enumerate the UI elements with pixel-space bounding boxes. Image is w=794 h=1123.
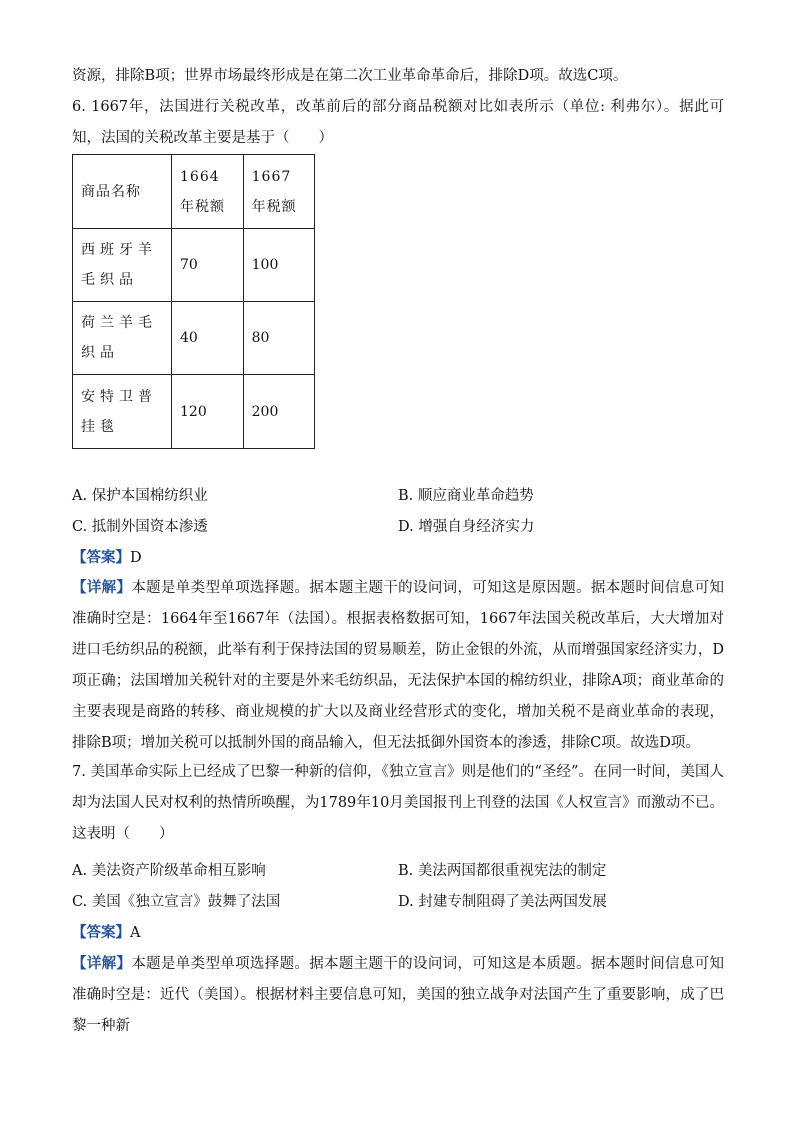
- header-product-name: 商品名称: [73, 155, 172, 229]
- answer-label: 【答案】: [72, 549, 130, 566]
- header-1667-tax: 1667 年税额: [243, 155, 315, 229]
- q7-option-a: A. 美法资产阶级革命相互影响: [72, 863, 266, 879]
- product-name-cell: 安特卫普挂毯: [73, 375, 172, 449]
- header-1664-tax: 1664 年税额: [172, 155, 244, 229]
- q6-answer: [72, 548, 142, 568]
- product-name-cell: 荷兰羊毛织品: [73, 302, 172, 375]
- q7-detail: [72, 948, 724, 1042]
- tax-comparison-table: [72, 154, 315, 449]
- table-row: [73, 302, 315, 375]
- q6-option-a: A. 保护本国棉纺织业: [72, 488, 208, 504]
- q7-option-c: C. 美国《独立宣言》鼓舞了法国: [72, 894, 281, 910]
- tax-1667-cell: 200: [243, 375, 315, 449]
- answer-value: D: [130, 550, 142, 566]
- tax-1664-cell: 40: [172, 302, 244, 375]
- question-6-stem: 6. 1667年，法国进行关税改革，改革前后的部分商品税额对比如表所示（单位: 利弗尔）。据此可知，法国的关税改革主要是基于（ ）: [72, 99, 724, 146]
- detail-label: 【详解】: [72, 955, 132, 972]
- detail-label: 【详解】: [72, 579, 132, 596]
- q6-option-d: D. 增强自身经济实力: [398, 519, 535, 535]
- table-row: [73, 375, 315, 449]
- q6-detail: [72, 572, 724, 759]
- q6-option-b: B. 顺应商业革命趋势: [398, 488, 534, 504]
- question-7-stem: 7. 美国革命实际上已经成了巴黎一种新的信仰，《独立宣言》则是他们的“圣经”。在同一时间，美国人却为法国人民对权利的热情所唤醒，为1789年10月美国报刊上刊登的法国《人权宣言》而激动不已。这表明（ ）: [72, 764, 724, 842]
- detail-text: 本题是单类型单项选择题。据本题主题干的设问词，可知这是本质题。据本题时间信息可知准确时空是：近代（美国）。根据材料主要信息可知，美国的独立战争对法国产生了重要影响，成了巴黎一种新: [72, 956, 725, 1034]
- tax-1667-cell: 80: [243, 302, 315, 375]
- tax-1664-cell: 120: [172, 375, 244, 449]
- answer-label: 【答案】: [72, 924, 130, 941]
- q7-option-b: B. 美法两国都很重视宪法的制定: [398, 863, 607, 879]
- previous-explanation-tail: 资源，排除B项；世界市场最终形成是在第二次工业革命革命后，排除D项。故选C项。: [72, 68, 628, 84]
- q7-option-d: D. 封建专制阻碍了美法两国发展: [398, 894, 607, 910]
- tax-1667-cell: 100: [243, 229, 315, 302]
- answer-value: A: [130, 925, 141, 941]
- table-header-row: [73, 155, 315, 229]
- table-row: [73, 229, 315, 302]
- q6-option-c: C. 抵制外国资本渗透: [72, 519, 208, 535]
- tax-1664-cell: 70: [172, 229, 244, 302]
- product-name-cell: 西班牙羊毛织品: [73, 229, 172, 302]
- q7-answer: [72, 923, 140, 943]
- detail-text: 本题是单类型单项选择题。据本题主题干的设问词，可知这是原因题。据本题时间信息可知准确时空是：1664年至1667年（法国）。根据表格数据可知，1667年法国关税改革后，大大增加对进口毛纺织品的税额，此举有利于保持法国的贸易顺差，防止金银的外流，从而增强国家经济实力，D项正确；法国增加关税针对的主要是外来毛纺织品，无法保护本国的棉纺织业，排除A项；商业革命的主要表现是商路的转移、商业规模的扩大以及商业经营形式的变化，增加关税不是商业革命的表现，排除B项；增加关税可以抵制外国的商品输入，但无法抵御外国资本的渗透，排除C项。故选D项。: [72, 580, 725, 751]
